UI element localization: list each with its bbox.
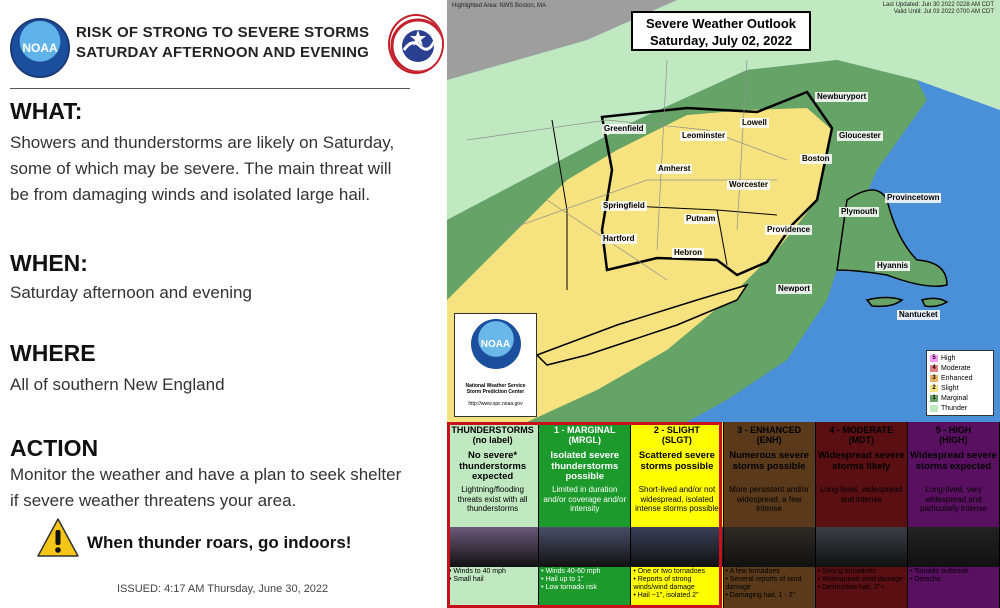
city-label: Hebron [674, 248, 702, 257]
storm-photo [447, 527, 538, 567]
category-heading [539, 422, 630, 448]
city-label: Putnam [686, 214, 716, 223]
city-label: Greenfield [604, 124, 644, 133]
storm-photo [724, 527, 815, 567]
category-abbr: (HIGH) [939, 435, 968, 445]
city-label: Gloucester [839, 131, 881, 140]
category-level: THUNDERSTORMS [451, 425, 534, 435]
risk-category-1 [539, 422, 631, 608]
where-heading: WHERE [10, 340, 96, 366]
legend-label: Enhanced [941, 374, 973, 382]
category-level: 5 - HIGH [935, 425, 972, 435]
category-description: More persistent and/or widespread, a few intense [729, 485, 810, 513]
category-summary: Widespread severe storms likely [818, 450, 905, 472]
category-description: Lightning/flooding threats exist with all thunderstorms [457, 485, 528, 513]
legend-swatch: 1 [930, 395, 938, 402]
issued-timestamp: ISSUED: 4:17 AM Thursday, June 30, 2022 [117, 583, 329, 595]
category-heading [908, 422, 999, 448]
category-abbr: (SLGT) [661, 435, 692, 445]
category-heading [816, 422, 907, 448]
legend-label: Marginal [941, 394, 968, 402]
category-heading [724, 422, 815, 448]
category-abbr: (no label) [472, 435, 513, 445]
category-level: 1 - MARGINAL [554, 425, 616, 435]
where-text: All of southern New England [10, 375, 225, 394]
action-heading: ACTION [10, 435, 99, 461]
outlook-map [447, 0, 1000, 422]
city-label: Providence [767, 225, 811, 234]
safety-tip: When thunder roars, go indoors! [87, 533, 352, 552]
category-abbr: (MRGL) [568, 435, 601, 445]
legend-row [930, 353, 990, 363]
category-bullet: • Reports of strong winds/wind damage [633, 576, 695, 591]
legend-swatch [930, 405, 938, 412]
category-heading [447, 422, 538, 448]
city-label: Springfield [603, 201, 645, 210]
city-label: Nantucket [899, 310, 938, 319]
risk-category-5 [908, 422, 1000, 608]
spc-url: http://www.spc.noaa.gov [468, 401, 523, 407]
category-bullets [541, 568, 629, 592]
legend-label: High [941, 354, 956, 362]
category-description: Short-lived and/or not widespread, isolated intense storms possible [635, 485, 719, 513]
legend-row [930, 393, 990, 403]
category-bullet: • Hail ~1", isolated 2" [633, 592, 699, 599]
legend-swatch: 3 [930, 375, 938, 382]
nws-logo [388, 14, 444, 74]
category-bullet: • Destructive hail, 2"+ [817, 584, 885, 591]
city-label: Newburyport [817, 92, 867, 101]
category-bullets [449, 568, 537, 584]
legend-label: Thunder [941, 404, 968, 412]
city-label: Plymouth [841, 207, 878, 216]
risk-category-0 [447, 422, 539, 608]
category-description: Long-lived, widespread and intense [820, 485, 903, 504]
legend-swatch: 2 [930, 385, 938, 392]
when-text: Saturday afternoon and evening [10, 283, 252, 302]
category-bullets [818, 568, 906, 592]
city-label: Hyannis [877, 261, 909, 270]
category-description: Long-lived, very widespread and particularly intense [920, 485, 987, 513]
legend-swatch: 4 [930, 365, 938, 372]
category-bullet: • One or two tornadoes [633, 568, 706, 575]
info-panel [0, 0, 447, 608]
category-bullets [726, 568, 814, 600]
risk-category-2 [631, 422, 723, 608]
category-bullet: • Low tornado risk [541, 584, 597, 591]
storm-photo [539, 527, 630, 567]
page-title: RISK OF STRONG TO SEVERE STORMS SATURDAY AFTERNOON AND EVENING [76, 24, 370, 61]
header-divider [10, 88, 410, 89]
map-updated-info: Last Updated: Jun 30 2022 0228 AM CDT Valid Until: Jul 03 2022 0700 AM CDT [882, 2, 994, 15]
category-bullet: • Widespread wind damage [817, 576, 904, 583]
category-level: 3 - ENHANCED [737, 425, 802, 435]
category-level: 4 - MODERATE [829, 425, 894, 435]
city-label: Hartford [603, 234, 635, 243]
what-text: Showers and thunderstorms are likely on Saturday, some of which may be severe. The main threat will be from damaging winds and isolated large hail. [10, 133, 395, 204]
spc-noaa-logo: NOAA [471, 319, 521, 369]
warning-icon [36, 517, 80, 559]
legend-row [930, 403, 990, 413]
storm-photo [631, 527, 722, 567]
category-abbr: (ENH) [756, 435, 782, 445]
city-label: Lowell [742, 118, 767, 127]
category-bullets [910, 568, 998, 584]
legend-row [930, 363, 990, 373]
category-summary: Numerous severe storms possible [729, 450, 809, 472]
spc-logo-box: NOAA National Weather Service Storm Prediction Center http://www.spc.noaa.gov [454, 313, 537, 417]
city-label: Leominster [682, 131, 726, 140]
category-bullet: • Several reports of wind damage [725, 576, 802, 591]
category-heading [631, 422, 722, 448]
risk-category-4 [816, 422, 908, 608]
map-title: Severe Weather Outlook Saturday, July 02, 2022 [631, 11, 811, 51]
category-summary: No severe* thunderstorms expected [459, 450, 527, 482]
category-level: 2 - SLIGHT [653, 425, 700, 435]
storm-photo [816, 527, 907, 567]
category-summary: Scattered severe storms possible [638, 450, 715, 472]
legend-label: Moderate [941, 364, 971, 372]
category-bullet: • Tornado outbreak [909, 568, 969, 575]
city-label: Amherst [658, 164, 691, 173]
risk-category-table [447, 422, 1000, 608]
map-legend [926, 350, 994, 416]
category-bullets [633, 568, 721, 600]
legend-row [930, 373, 990, 383]
storm-photo [908, 527, 999, 567]
category-summary: Widespread severe storms expected [910, 450, 997, 472]
city-label: Newport [778, 284, 810, 293]
legend-swatch: 5 [930, 355, 938, 362]
category-bullet: • Derecho [909, 576, 941, 583]
when-heading: WHEN: [10, 250, 88, 276]
legend-label: Slight [941, 384, 959, 392]
category-bullet: • Strong tornadoes [817, 568, 876, 575]
category-bullet: • Hail up to 1" [541, 576, 584, 583]
action-text: Monitor the weather and have a plan to seek shelter if severe weather threatens your area. [10, 465, 402, 510]
category-description: Limited in duration and/or coverage and/or intensity [543, 485, 627, 513]
what-heading: WHAT: [10, 98, 83, 124]
category-bullet: • Winds to 40 mph [449, 568, 506, 575]
risk-category-3 [724, 422, 816, 608]
category-abbr: (MDT) [848, 435, 875, 445]
noaa-logo: NOAA [10, 18, 70, 78]
category-bullet: • A few tornadoes [725, 568, 780, 575]
legend-row [930, 383, 990, 393]
city-label: Worcester [729, 180, 768, 189]
highlighted-area-label: Highlighted Area: NWS Boston, MA [452, 3, 547, 9]
category-bullet: • Damaging hail, 1 - 2" [725, 592, 796, 599]
city-label: Boston [802, 154, 830, 163]
city-label: Provincetown [887, 193, 940, 202]
category-bullet: • Small hail [449, 576, 484, 583]
category-bullet: • Winds 40-60 mph [541, 568, 601, 575]
category-summary: Isolated severe thunderstorms possible [550, 450, 620, 482]
